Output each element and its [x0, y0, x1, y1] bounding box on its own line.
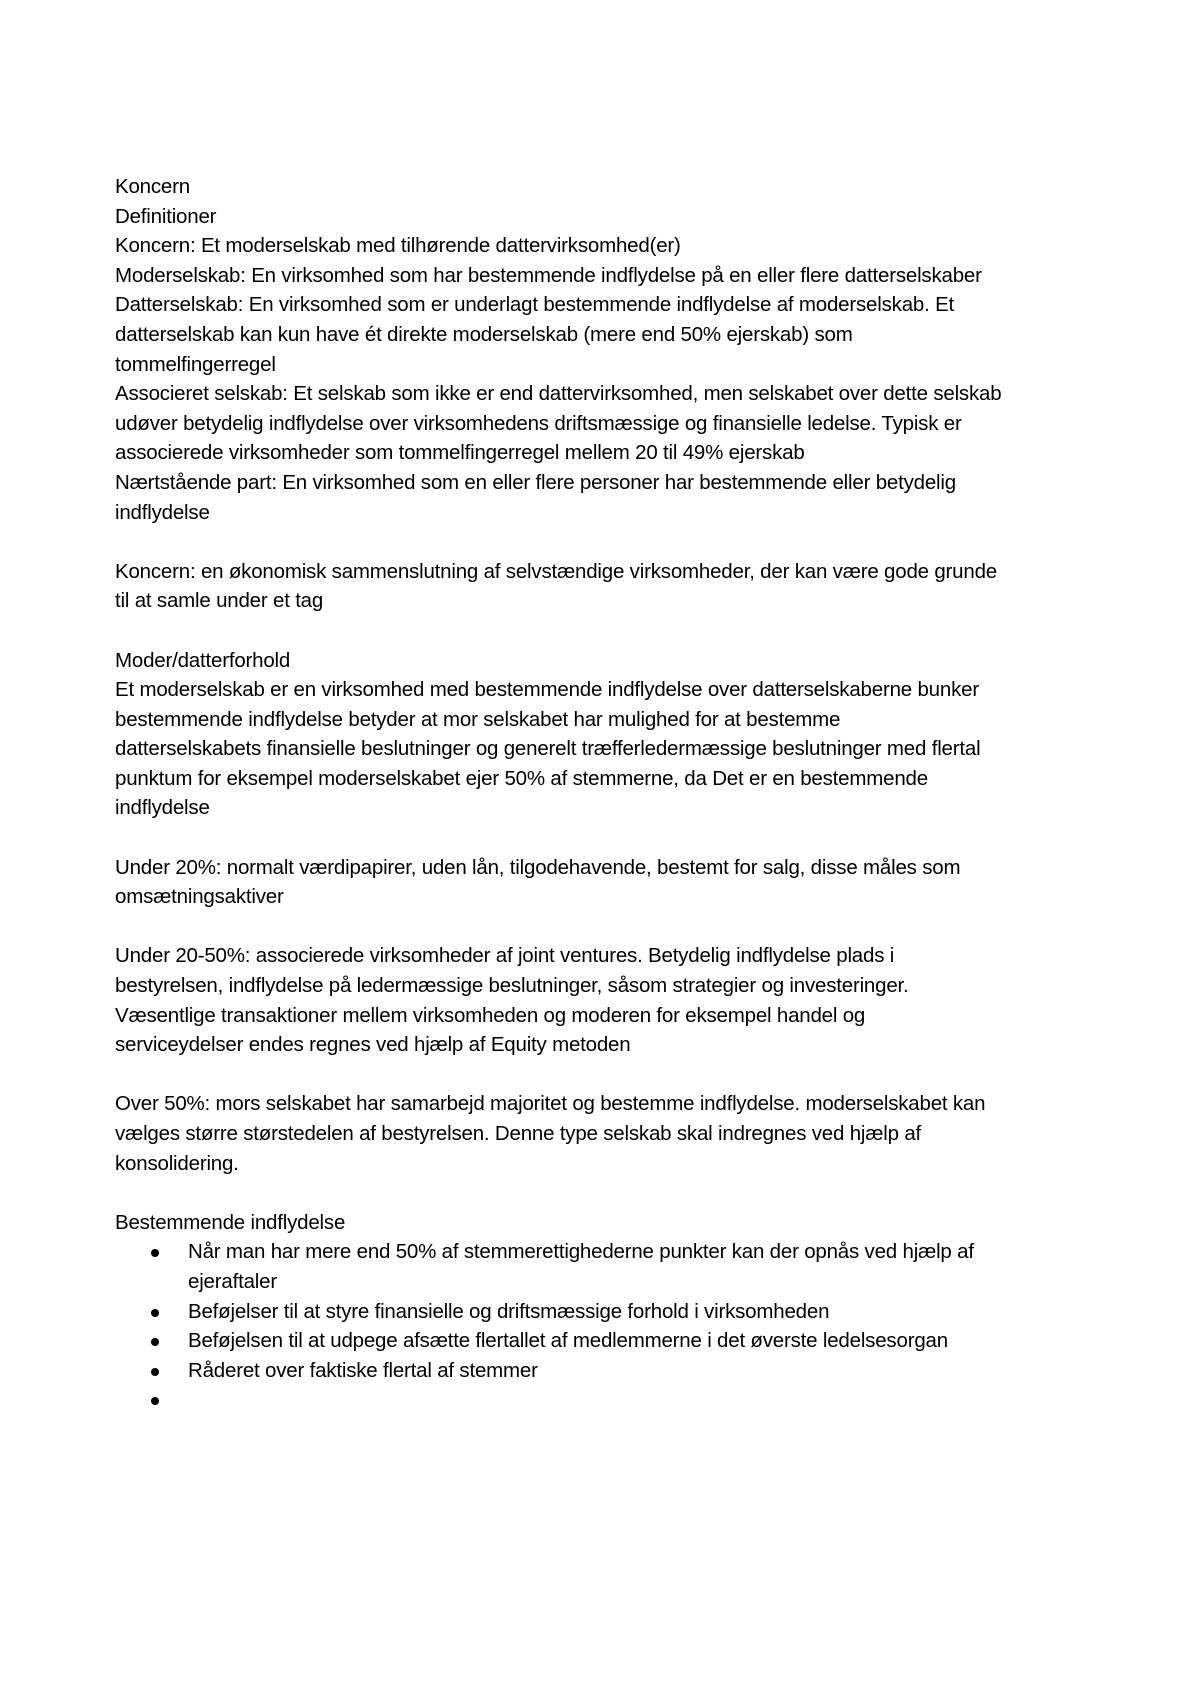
- definitions-heading: Definitioner: [115, 204, 217, 228]
- definition-associeret-line-2: udøver betydelig indflydelse over virksomhedens driftsmæssige og finansielle ledelse. Typisk er: [115, 411, 962, 435]
- bullet-icon: [151, 1368, 159, 1376]
- document-title: Koncern: [115, 175, 190, 198]
- spacer: [115, 616, 1115, 646]
- definition-associeret-line-1: Associeret selskab: Et selskab som ikke er end dattervirksomhed, men selskabet over dette selskab: [115, 382, 1002, 406]
- under20-50-line-4: serviceydelser endes regnes ved hjælp af Equity metoden: [115, 1033, 631, 1057]
- under20-line-1: Under 20%: normalt værdipapirer, uden lån, tilgodehavende, bestemt for salg, disse måles som: [115, 855, 961, 879]
- list-item-text: Råderet over faktiske flertal af stemmer: [188, 1358, 538, 1382]
- under20-50-line-3: Væsentlige transaktioner mellem virksomheden og moderen for eksempel handel og: [115, 1003, 866, 1027]
- under20-50-line-2: bestyrelsen, indflydelse på ledermæssige beslutninger, såsom strategier og investeringer.: [115, 974, 909, 998]
- list-item: [115, 1326, 1115, 1356]
- bullet-icon: [151, 1338, 159, 1346]
- moder-paragraph-line-5: indflydelse: [115, 796, 210, 820]
- list-item: [115, 1237, 1115, 1296]
- document-page: [115, 172, 1115, 1415]
- bullet-icon: [151, 1309, 159, 1317]
- moder-paragraph-line-4: punktum for eksempel moderselskabet ejer 50% af stemmerne, da Det er en bestemmende: [115, 766, 928, 790]
- over50-line-2: vælges større størstedelen af bestyrelsen. Denne type selskab skal indregnes ved hjælp af: [115, 1122, 922, 1145]
- under20-line-2: omsætningsaktiver: [115, 885, 284, 909]
- list-item: [115, 1297, 1115, 1327]
- spacer: [115, 527, 1115, 557]
- bullet-icon: [151, 1249, 159, 1257]
- bullet-icon: [151, 1397, 159, 1405]
- list-item: [115, 1356, 1115, 1386]
- spacer: [115, 1060, 1115, 1090]
- moder-paragraph-line-2: bestemmende indflydelse betyder at mor selskabet har mulighed for at bestemme: [115, 707, 841, 731]
- koncern-paragraph-line-2: til at samle under et tag: [115, 589, 324, 613]
- list-item-text: ejeraftaler: [188, 1269, 277, 1293]
- moder-paragraph-line-1: Et moderselskab er en virksomhed med bestemmende indflydelse over datterselskaberne bunker: [115, 678, 979, 702]
- koncern-paragraph-line-1: Koncern: en økonomisk sammenslutning af selvstændige virksomheder, der kan være gode grunde: [115, 559, 997, 583]
- list-item-text: Når man har mere end 50% af stemmerettighederne punkter kan der opnås ved hjælp af: [188, 1240, 974, 1264]
- definition-datterselskab-line-1: Datterselskab: En virksomhed som er underlagt bestemmende indflydelse af moderselskab. Et: [115, 293, 955, 317]
- definition-naertstaaende-line-2: indflydelse: [115, 500, 210, 524]
- definition-datterselskab-line-2: datterselskab kan kun have ét direkte moderselskab (mere end 50% ejerskab) som: [115, 322, 853, 346]
- spacer: [115, 912, 1115, 942]
- definition-moderselskab: Moderselskab: En virksomhed som har bestemmende indflydelse på en eller flere datterselskaber: [115, 263, 982, 287]
- moder-heading: Moder/datterforhold: [115, 648, 291, 672]
- bestemmende-list: [115, 1237, 1115, 1415]
- spacer: [115, 1178, 1115, 1208]
- list-item: [115, 1385, 1115, 1415]
- list-item-text: Beføjelsen til at udpege afsætte flertallet af medlemmerne i det øverste ledelsesorgan: [188, 1329, 948, 1353]
- spacer: [115, 823, 1115, 853]
- over50-line-3: konsolidering.: [115, 1151, 239, 1175]
- definition-koncern: Koncern: Et moderselskab med tilhørende dattervirksomhed(er): [115, 234, 681, 258]
- definition-associeret-line-3: associerede virksomheder som tommelfingerregel mellem 20 til 49% ejerskab: [115, 441, 805, 465]
- moder-paragraph-line-3: datterselskabets finansielle beslutninger og generelt træfferledermæssige beslutninger med flertal: [115, 737, 981, 761]
- over50-line-1: Over 50%: mors selskabet har samarbejd majoritet og bestemme indflydelse. moderselskabet kan: [115, 1092, 986, 1116]
- bestemmende-heading: Bestemmende indflydelse: [115, 1210, 346, 1234]
- under20-50-line-1: Under 20-50%: associerede virksomheder af joint ventures. Betydelig indflydelse plads i: [115, 944, 895, 968]
- definition-datterselskab-line-3: tommelfingerregel: [115, 352, 276, 376]
- list-item-text: Beføjelser til at styre finansielle og driftsmæssige forhold i virksomheden: [188, 1299, 830, 1323]
- definition-naertstaaende-line-1: Nærtstående part: En virksomhed som en eller flere personer har bestemmende eller betydelig: [115, 470, 956, 494]
